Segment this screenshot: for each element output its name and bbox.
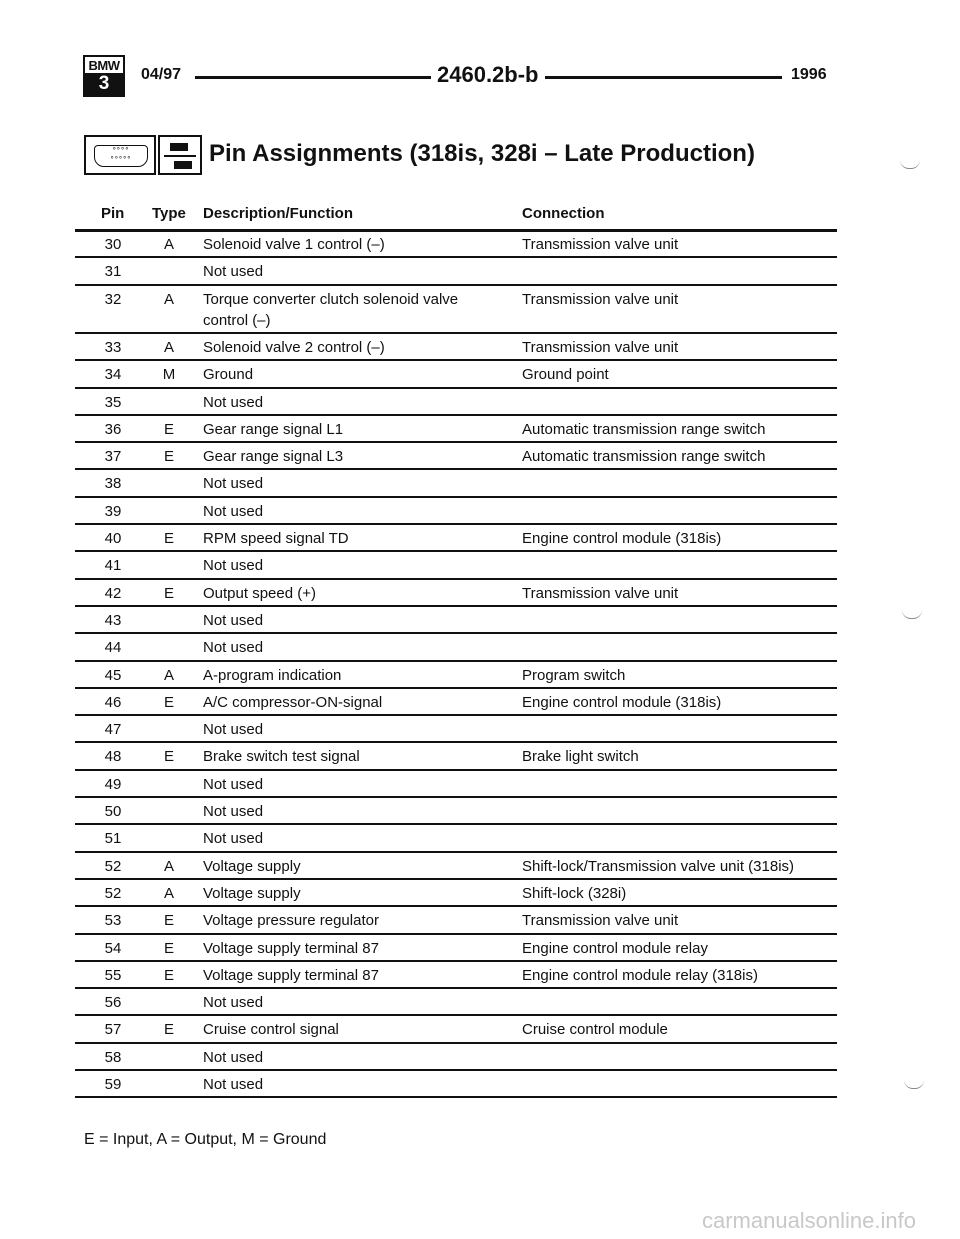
pin-number: 56 <box>104 994 122 1012</box>
pin-description: Voltage supply terminal 87 <box>203 966 379 984</box>
pin-connection: Transmission valve unit <box>522 290 679 308</box>
pin-connection: Shift-lock/Transmission valve unit (318is) <box>522 857 795 875</box>
row-divider <box>75 905 837 907</box>
pin-type: A <box>163 290 174 308</box>
pin-type: E <box>163 693 174 711</box>
pin-description: Not used <box>203 263 264 281</box>
pin-description: Solenoid valve 2 control (–) <box>203 338 385 356</box>
pin-description: RPM speed signal TD <box>203 530 349 547</box>
row-divider <box>75 987 837 989</box>
pin-number: 45 <box>104 666 122 684</box>
pin-description: Not used <box>203 393 264 411</box>
pin-description: Not used <box>203 830 264 848</box>
pin-description: A/C compressor-ON-signal <box>203 693 383 711</box>
header-rule-right <box>545 76 782 79</box>
pin-connection: Transmission valve unit <box>522 236 679 253</box>
row-divider <box>75 414 837 416</box>
row-divider <box>75 441 837 443</box>
pin-number: 37 <box>104 448 122 466</box>
row-divider <box>75 851 837 853</box>
pin-description: Cruise control signal <box>203 1021 339 1039</box>
pin-connection: Transmission valve unit <box>522 584 679 602</box>
pin-number: 57 <box>104 1021 122 1039</box>
row-divider <box>75 933 837 935</box>
pin-type: E <box>163 748 174 766</box>
pin-number: 33 <box>104 338 122 356</box>
pin-number: 31 <box>104 263 122 281</box>
pin-number: 35 <box>104 393 122 411</box>
pin-description: Voltage supply <box>203 884 301 902</box>
pin-number: 52 <box>104 857 122 875</box>
pin-description: Voltage supply terminal 87 <box>203 939 379 957</box>
pin-description: Not used <box>203 1076 264 1093</box>
pin-connection: Transmission valve unit <box>522 338 679 356</box>
pin-connection: Brake light switch <box>522 748 639 766</box>
pin-number: 53 <box>104 912 122 930</box>
transmission-icon <box>158 135 202 175</box>
pin-number: 50 <box>104 803 122 820</box>
row-divider <box>75 687 837 689</box>
row-divider <box>75 496 837 498</box>
pin-type: E <box>163 420 174 438</box>
pin-connection: Automatic transmission range switch <box>522 420 766 438</box>
pin-connection: Engine control module relay (318is) <box>522 966 758 984</box>
page-title: Pin Assignments (318is, 328i – Late Production) <box>209 140 755 167</box>
watermark: carmanualsonline.info <box>701 1208 916 1233</box>
row-divider <box>75 359 837 361</box>
row-divider <box>75 823 837 825</box>
pin-number: 38 <box>104 475 122 493</box>
pin-type: A <box>163 857 174 875</box>
pin-type: A <box>163 338 174 356</box>
row-divider <box>75 660 837 662</box>
pin-type: E <box>163 1021 174 1039</box>
row-divider <box>75 714 837 716</box>
margin-mark <box>902 610 922 619</box>
row-divider <box>75 960 837 962</box>
pin-number: 32 <box>104 290 122 308</box>
pin-number: 30 <box>104 236 122 253</box>
pin-description: A-program indication <box>203 666 342 684</box>
document-code: 2460.2b-b <box>437 62 539 87</box>
pin-connection: Transmission valve unit <box>522 912 679 930</box>
pin-description: Gear range signal L3 <box>203 448 344 466</box>
pin-description: Gear range signal L1 <box>203 420 344 438</box>
pin-connection: Automatic transmission range switch <box>522 448 766 466</box>
column-header-connection: Connection <box>522 205 605 222</box>
margin-mark <box>900 160 920 169</box>
pin-number: 42 <box>104 584 122 602</box>
pin-number: 41 <box>104 557 122 575</box>
pin-description: Not used <box>203 557 264 575</box>
pin-connection: Engine control module relay <box>522 939 708 957</box>
pin-connection: Cruise control module <box>522 1021 668 1039</box>
header-year: 1996 <box>791 66 827 83</box>
pin-number: 48 <box>104 748 122 766</box>
pin-number: 44 <box>104 639 122 657</box>
header-date: 04/97 <box>141 66 182 83</box>
pin-number: 55 <box>104 966 122 984</box>
pin-description: Not used <box>203 639 264 657</box>
pin-number: 49 <box>104 775 122 793</box>
pin-description: Not used <box>203 1048 264 1066</box>
pin-description: Voltage pressure regulator <box>203 912 379 930</box>
pin-type: E <box>163 530 174 547</box>
pin-number: 40 <box>104 530 122 547</box>
badge-brand: BMW <box>85 57 123 75</box>
pin-description: Output speed (+) <box>203 584 316 602</box>
pin-connection: Shift-lock (328i) <box>522 884 627 902</box>
pin-description: Not used <box>203 721 264 739</box>
column-header-description: Description/Function <box>203 205 353 222</box>
pin-type: A <box>163 666 174 684</box>
row-divider <box>75 1069 837 1071</box>
pin-description: Not used <box>203 994 264 1012</box>
pin-description: Ground <box>203 366 254 384</box>
row-divider <box>75 284 837 286</box>
row-divider <box>75 332 837 334</box>
pin-number: 34 <box>104 366 122 384</box>
table-top-rule <box>75 229 837 232</box>
pin-number: 46 <box>104 693 122 711</box>
row-divider <box>75 632 837 634</box>
pin-type: A <box>163 236 174 253</box>
pin-connection: Engine control module (318is) <box>522 693 722 711</box>
pin-description: Not used <box>203 803 264 820</box>
bmw-3-series-badge <box>83 55 125 97</box>
pin-connection: Engine control module (318is) <box>522 530 722 547</box>
pin-number: 47 <box>104 721 122 739</box>
pin-number: 43 <box>104 611 122 629</box>
pin-description: control (–) <box>203 311 271 329</box>
pin-type: E <box>163 584 174 602</box>
row-divider <box>75 796 837 798</box>
connector-icon: °°°° °°°°° <box>84 135 156 175</box>
row-divider <box>75 878 837 880</box>
pin-number: 52 <box>104 884 122 902</box>
pin-description: Not used <box>203 475 264 493</box>
row-divider <box>75 387 837 389</box>
row-divider <box>75 523 837 525</box>
pin-type: A <box>163 884 174 902</box>
pin-number: 59 <box>104 1076 122 1093</box>
pin-description: Not used <box>203 775 264 793</box>
row-divider <box>75 1042 837 1044</box>
pin-description: Solenoid valve 1 control (–) <box>203 236 385 253</box>
pin-number: 36 <box>104 420 122 438</box>
column-header-type: Type <box>152 205 186 222</box>
row-divider <box>75 468 837 470</box>
badge-series: 3 <box>85 73 123 95</box>
row-divider <box>75 605 837 607</box>
row-divider <box>75 769 837 771</box>
pin-connection: Ground point <box>522 366 609 384</box>
column-header-pin: Pin <box>101 205 125 222</box>
pin-type: E <box>163 939 174 957</box>
pin-number: 39 <box>104 502 122 520</box>
pin-description: Brake switch test signal <box>203 748 360 766</box>
margin-mark <box>904 1080 924 1089</box>
row-divider <box>75 256 837 258</box>
header-rule-left <box>195 76 431 79</box>
row-divider <box>75 550 837 552</box>
pin-number: 58 <box>104 1048 122 1066</box>
pin-description: Torque converter clutch solenoid valve <box>203 290 459 308</box>
pin-number: 54 <box>104 939 122 957</box>
pin-type: E <box>163 966 174 984</box>
row-divider <box>75 1096 837 1098</box>
pin-type: M <box>162 366 176 384</box>
row-divider <box>75 741 837 743</box>
type-legend: E = Input, A = Output, M = Ground <box>84 1131 327 1148</box>
pin-type: E <box>163 912 174 930</box>
row-divider <box>75 578 837 580</box>
pin-connection: Program switch <box>522 666 626 684</box>
pin-description: Not used <box>203 611 264 629</box>
pin-description: Voltage supply <box>203 857 301 875</box>
row-divider <box>75 1014 837 1016</box>
pin-type: E <box>163 448 174 466</box>
pin-description: Not used <box>203 502 264 520</box>
pin-number: 51 <box>104 830 122 848</box>
